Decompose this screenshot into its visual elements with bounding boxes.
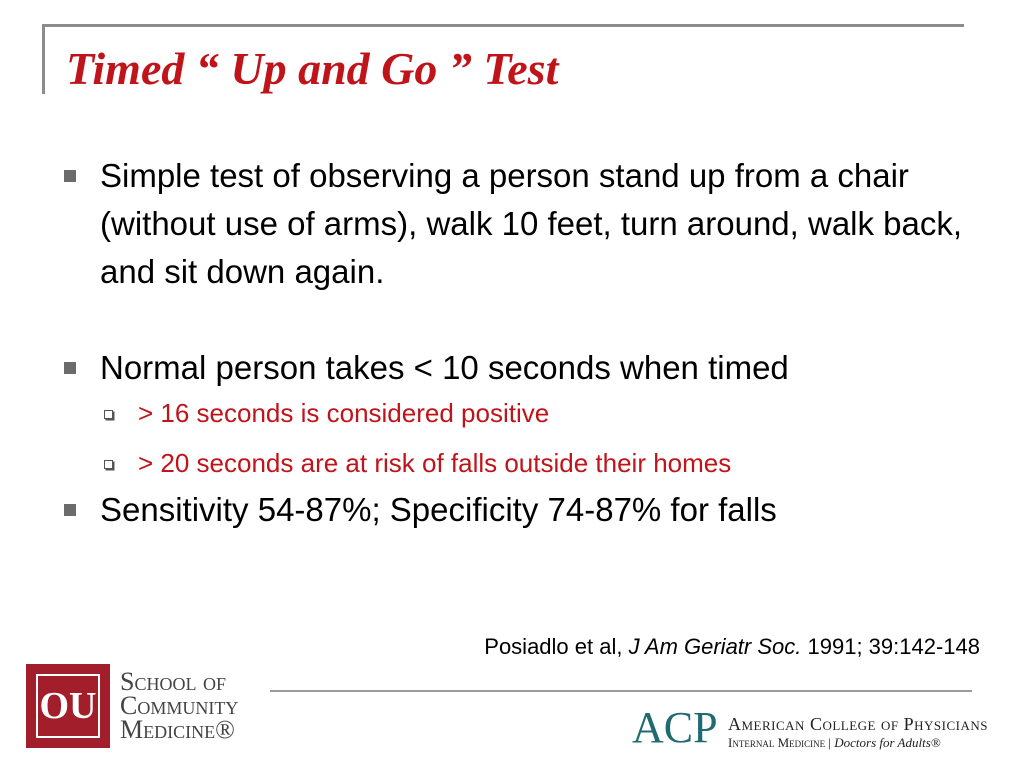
- sub-bullet-1: > 16 seconds is considered positive: [60, 396, 980, 430]
- ou-logo-mark: OU: [36, 674, 100, 738]
- school-of-community-medicine-logo: School of Community Medicine®: [120, 667, 239, 744]
- square-bullet-icon: [64, 170, 76, 182]
- hollow-square-bullet-icon: [104, 460, 113, 469]
- footer-divider: [270, 690, 972, 692]
- slide-frame-left: [42, 24, 45, 94]
- acp-tagline: American College of Physicians Internal Medicine | Doctors for Adults®: [728, 714, 988, 750]
- slide-frame-top: [42, 24, 964, 27]
- acp-logo: ACP: [632, 703, 718, 752]
- bullet-1: Simple test of observing a person stand up from a chair (without use of arms), walk 10 feet, turn around, walk back, and sit down again.: [60, 152, 980, 296]
- bullet-3: Sensitivity 54-87%; Specificity 74-87% for falls: [60, 486, 980, 534]
- hollow-square-bullet-icon: [104, 410, 113, 419]
- square-bullet-icon: [64, 504, 76, 516]
- citation: Posiadlo et al, J Am Geriatr Soc. 1991; 39:142-148: [484, 634, 980, 659]
- bullet-list: [60, 152, 980, 534]
- bullet-2: Normal person takes < 10 seconds when timed: [60, 344, 980, 392]
- slide-title: Timed “ Up and Go ” Test: [66, 43, 559, 94]
- ou-logo: [26, 664, 110, 748]
- square-bullet-icon: [64, 362, 76, 374]
- sub-bullet-2: > 20 seconds are at risk of falls outside their homes: [60, 446, 980, 480]
